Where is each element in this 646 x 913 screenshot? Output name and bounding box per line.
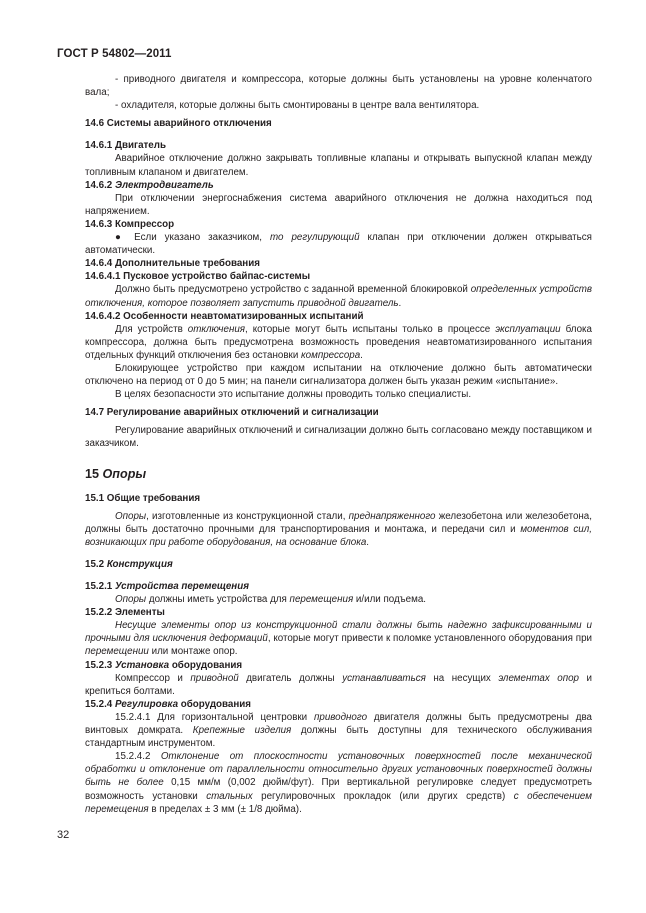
page-number: 32 bbox=[57, 829, 70, 841]
paragraph: Опоры должны иметь устройства для перемещения и/или подъема. bbox=[115, 594, 427, 606]
heading-14-6-4: 14.6.4 Дополнительные требования bbox=[85, 258, 260, 270]
paragraph: Опоры, изготовленные из конструкционной стали, преднапряженного железобетона или железобетона, должны быть достаточно прочными для транспортирования и монтажа, и передачи сил и моментов сил, возникающих при работе оборудования, на основание блока. bbox=[85, 510, 592, 548]
heading-15-2-1: 15.2.1 Устройства перемещения bbox=[85, 581, 249, 592]
heading-14-6: 14.6 Системы аварийного отключения bbox=[85, 118, 272, 130]
heading-15-1: 15.1 Общие требования bbox=[85, 492, 201, 504]
paragraph: 15.2.4.1 Для горизонтальной центровки приводного двигателя должны быть предусмотрены два винтовых домкрата. Крепежные изделия должны быть доступны для технического обслуживания стандартным инструментом. bbox=[85, 711, 592, 750]
paragraph: Блокирующее устройство при каждом испытании на отключение должно быть автоматически отключено на период от 0 до 5 мин; на панели сигнализатора должен быть указан режим «испытание». bbox=[85, 362, 592, 388]
paragraph: При отключении энергоснабжения система аварийного отключения не должна находиться под напряжением. bbox=[85, 192, 592, 217]
document-header: ГОСТ Р 54802—2011 bbox=[57, 48, 172, 60]
paragraph: Для устройств отключения, которые могут быть испытаны только в процессе эксплуатации блока компрессора, должна быть предусмотрена возможность проведения неавтоматизированного испытания отдельных функций отключения без остановки компрессора. bbox=[85, 323, 592, 361]
paragraph: - приводного двигателя и компрессора, которые должны быть установлены на уровне коленчатого вала; bbox=[85, 74, 592, 99]
heading-14-6-2: 14.6.2 Электродвигатель bbox=[85, 179, 214, 191]
heading-14-6-1: 14.6.1 Двигатель bbox=[85, 140, 167, 152]
paragraph: ● Если указано заказчиком, то регулирующий клапан при отключении должен открываться автоматически. bbox=[85, 232, 592, 257]
heading-14-6-4-1: 14.6.4.1 Пусковое устройство байпас-системы bbox=[85, 271, 311, 283]
paragraph: Компрессор и приводной двигатель должны устанавливаться на несущих элементах опор и крепиться болтами. bbox=[85, 672, 592, 697]
paragraph: В целях безопасности это испытание должны проводить только специалисты. bbox=[115, 389, 472, 401]
heading-14-6-4-2: 14.6.4.2 Особенности неавтоматизированных испытаний bbox=[85, 310, 364, 322]
section-15-title: 15 Опоры bbox=[85, 466, 147, 481]
heading-14-7: 14.7 Регулирование аварийных отключений и сигнализации bbox=[85, 407, 379, 419]
heading-15-2-3: 15.2.3 Установка оборудования bbox=[85, 659, 243, 671]
paragraph: 15.2.4.2 Отклонение от плоскостности установочных поверхностей после механической обработки и отклонение от параллельности относительно других установочных поверхностей должны быть не более 0,15 мм/м (0,002 дюйм/фут). При вертикальной регулировке следует предусмотреть возможность установки стальных регулировочных прокладок (или других средств) с обеспечением перемещения в пределах ± 3 мм (± 1/8 дюйма). bbox=[85, 751, 592, 815]
paragraph: Регулирование аварийных отключений и сигнализации должно быть согласовано между поставщиком и заказчиком. bbox=[85, 425, 592, 450]
heading-15-2-2: 15.2.2 Элементы bbox=[85, 607, 165, 619]
heading-15-2-4: 15.2.4 Регулировка оборудования bbox=[85, 698, 252, 710]
heading-14-6-3: 14.6.3 Компрессор bbox=[85, 218, 175, 230]
paragraph: Несущие элементы опор из конструкционной стали должны быть надежно зафиксированными и прочными для исключения деформаций, которые могут привести к поломке установленного оборудования при перемещении или монтаже опор. bbox=[85, 620, 592, 658]
document-body bbox=[85, 73, 592, 816]
paragraph: - охладителя, которые должны быть смонтированы в центре вала вентилятора. bbox=[115, 100, 480, 112]
heading-15-2: 15.2 Конструкция bbox=[85, 558, 173, 570]
paragraph: Аварийное отключение должно закрывать топливные клапаны и открывать выпускной клапан между топливным клапаном и двигателем. bbox=[85, 153, 592, 178]
paragraph: Должно быть предусмотрено устройство с заданной временной блокировкой определенных устройств отключения, которое позволяет запустить приводной двигатель. bbox=[85, 284, 592, 309]
